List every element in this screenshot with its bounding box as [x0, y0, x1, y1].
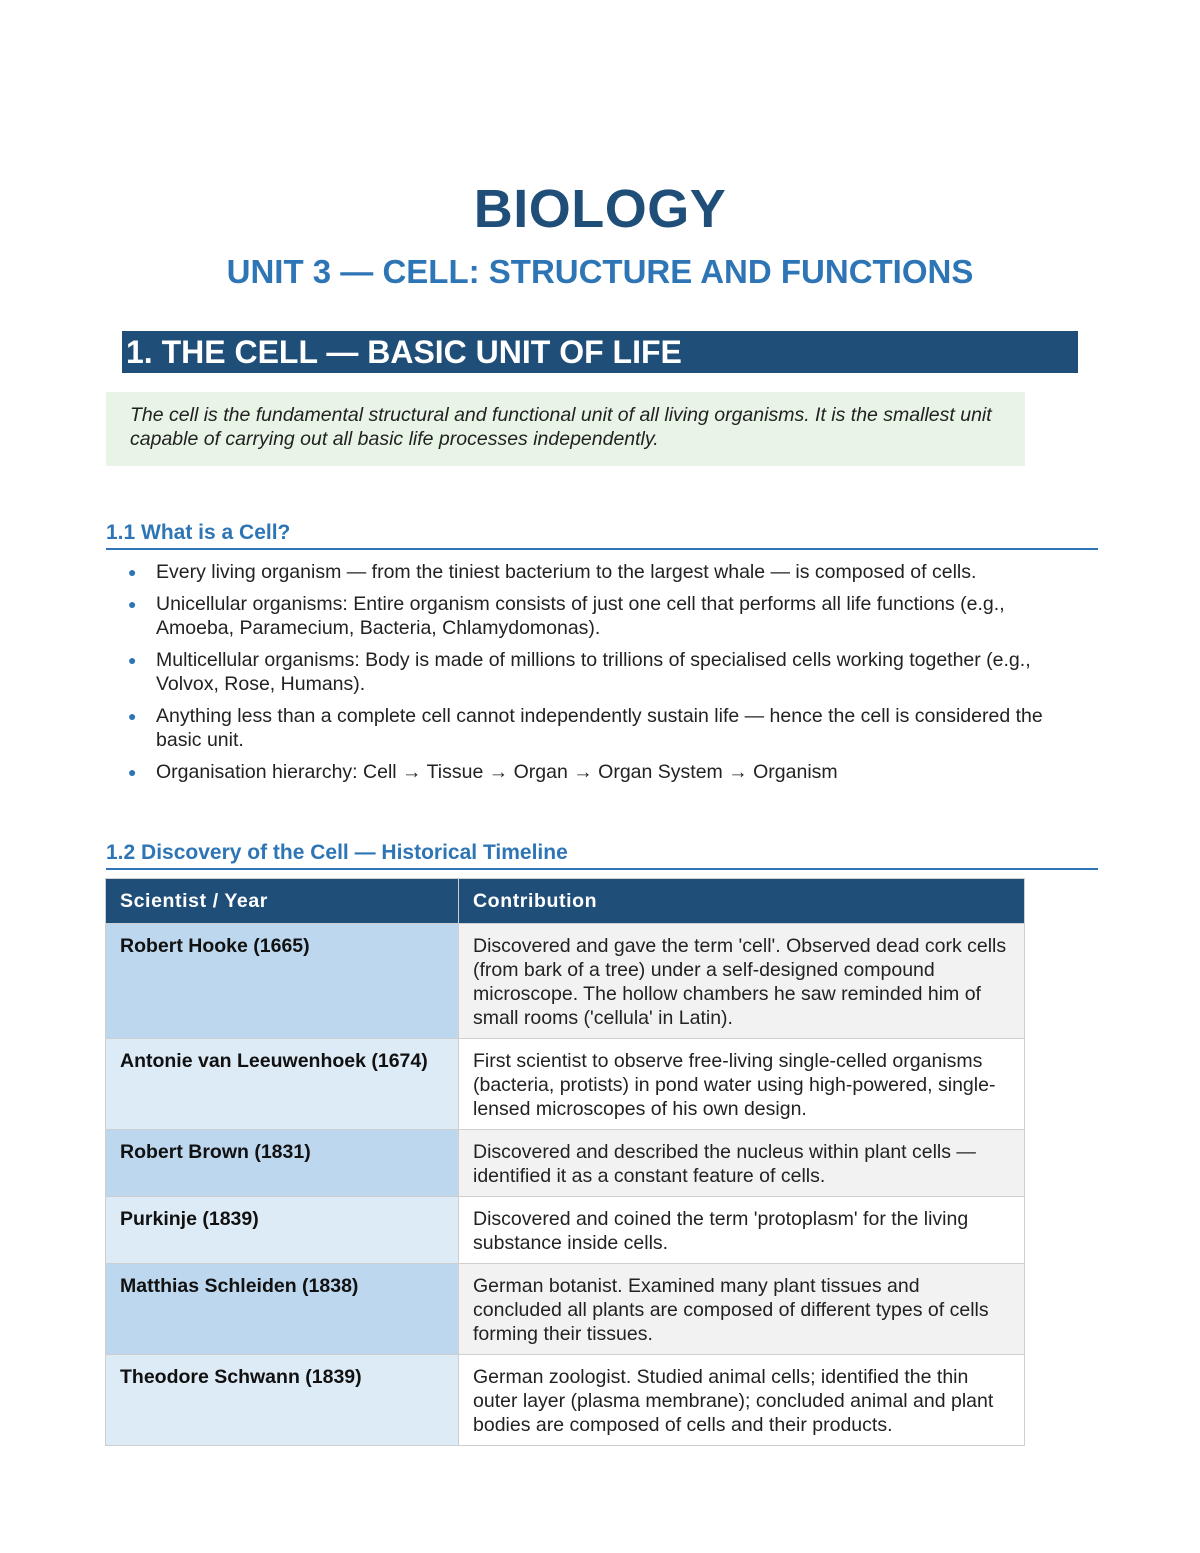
cell-facts-list: [126, 560, 1086, 792]
contribution-cell: German botanist. Examined many plant tissues and concluded all plants are composed of different types of cells forming their tissues.: [459, 1264, 1025, 1355]
table-row: [106, 1197, 1025, 1264]
list-item-text: Every living organism — from the tiniest bacterium to the largest whale — is composed of cells.: [156, 561, 977, 583]
list-item-text: Organisation hierarchy: Cell → Tissue → Organ → Organ System → Organism: [156, 761, 838, 783]
column-header-scientist: Scientist / Year: [106, 879, 459, 924]
section-1-heading: 1. THE CELL — BASIC UNIT OF LIFE: [122, 331, 1078, 373]
contribution-cell: Discovered and coined the term 'protoplasm' for the living substance inside cells.: [459, 1197, 1025, 1264]
scientist-cell: Antonie van Leeuwenhoek (1674): [106, 1039, 459, 1130]
bullet-icon: ●: [128, 596, 137, 612]
table-row: [106, 1039, 1025, 1130]
scientist-cell: Robert Hooke (1665): [106, 924, 459, 1039]
scientist-cell: Purkinje (1839): [106, 1197, 459, 1264]
table-header-row: [106, 879, 1025, 924]
list-item: [126, 760, 1086, 784]
list-item-text: Unicellular organisms: Entire organism consists of just one cell that performs all life functions (e.g., Amoeba, Paramecium, Bacteria, Chlamydomonas).: [156, 593, 1005, 639]
list-item-text: Multicellular organisms: Body is made of millions to trillions of specialised cells working together (e.g., Volvox, Rose, Humans).: [156, 649, 1031, 695]
discovery-timeline-table: [105, 878, 1025, 1446]
intro-callout: The cell is the fundamental structural and functional unit of all living organisms. It is the smallest unit capable of carrying out all basic life processes independently.: [106, 392, 1025, 466]
bullet-icon: ●: [128, 708, 137, 724]
column-header-contribution: Contribution: [459, 879, 1025, 924]
contribution-cell: German zoologist. Studied animal cells; identified the thin outer layer (plasma membrane); concluded animal and plant bodies are composed of cells and their products.: [459, 1355, 1025, 1446]
subsection-1-1-heading: 1.1 What is a Cell?: [106, 520, 1098, 550]
list-item-text: Anything less than a complete cell cannot independently sustain life — hence the cell is considered the basic unit.: [156, 705, 1043, 751]
bullet-icon: ●: [128, 564, 137, 580]
table-row: [106, 924, 1025, 1039]
bullet-icon: ●: [128, 652, 137, 668]
bullet-icon: ●: [128, 764, 137, 780]
list-item: [126, 560, 1086, 584]
contribution-cell: First scientist to observe free-living single-celled organisms (bacteria, protists) in pond water using high-powered, single-lensed microscopes of his own design.: [459, 1039, 1025, 1130]
scientist-cell: Matthias Schleiden (1838): [106, 1264, 459, 1355]
subsection-1-2-heading: 1.2 Discovery of the Cell — Historical Timeline: [106, 840, 1098, 870]
scientist-cell: Robert Brown (1831): [106, 1130, 459, 1197]
scientist-cell: Theodore Schwann (1839): [106, 1355, 459, 1446]
contribution-cell: Discovered and described the nucleus within plant cells — identified it as a constant feature of cells.: [459, 1130, 1025, 1197]
table-row: [106, 1355, 1025, 1446]
list-item: [126, 592, 1086, 640]
contribution-cell: Discovered and gave the term 'cell'. Observed dead cork cells (from bark of a tree) under a self-designed compound microscope. The hollow chambers he saw reminded him of small rooms ('cellula' in Latin).: [459, 924, 1025, 1039]
table-row: [106, 1264, 1025, 1355]
list-item: [126, 704, 1086, 752]
list-item: [126, 648, 1086, 696]
table-row: [106, 1130, 1025, 1197]
unit-subtitle: UNIT 3 — CELL: STRUCTURE AND FUNCTIONS: [226, 253, 974, 290]
document-title: BIOLOGY: [473, 179, 727, 239]
